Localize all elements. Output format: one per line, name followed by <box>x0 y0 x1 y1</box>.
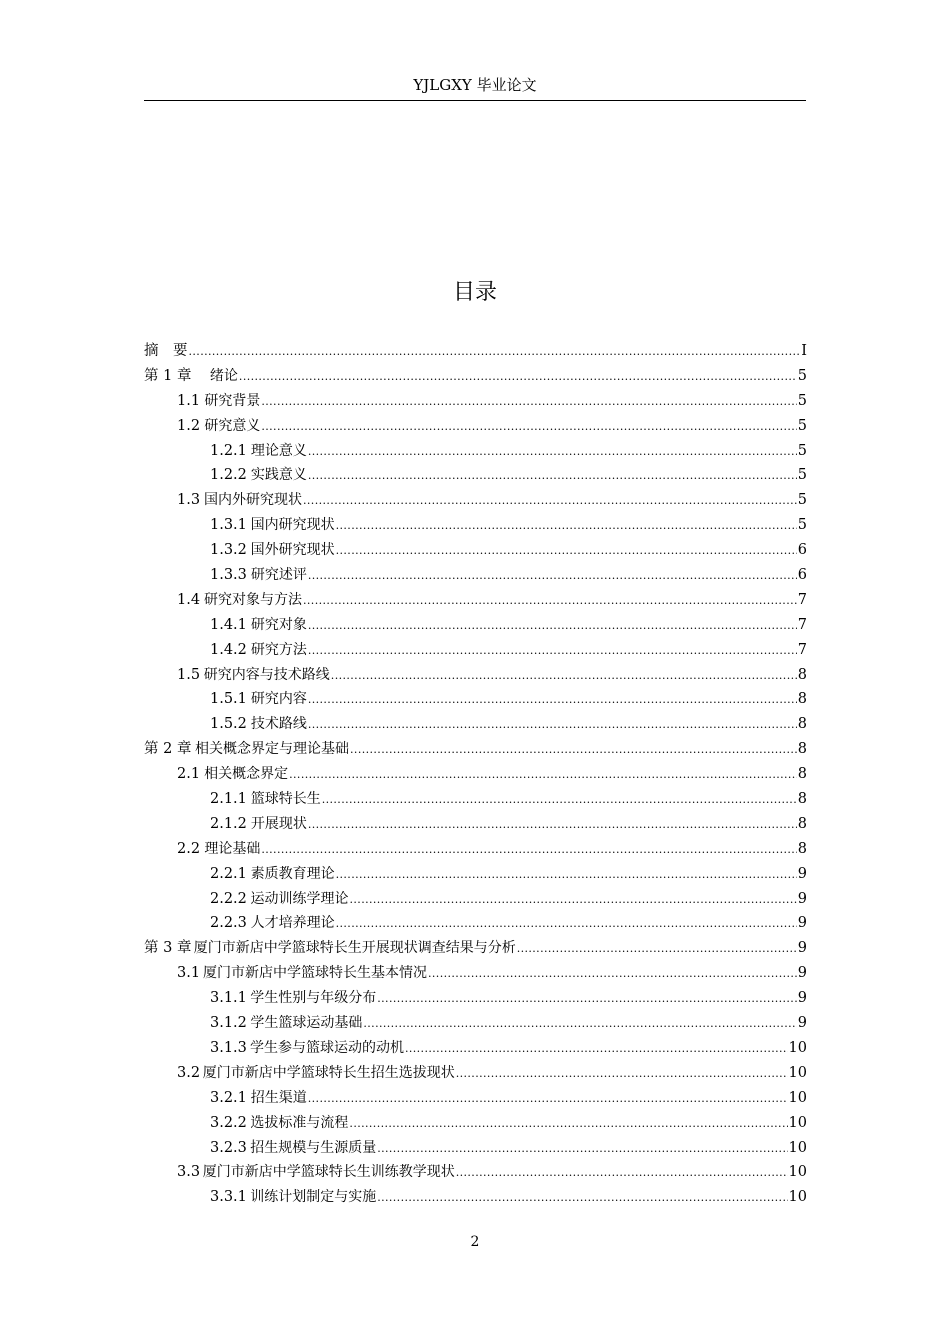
toc-entry-label: 选拔标准与流程 <box>250 1114 349 1131</box>
toc-entry-page: 10 <box>788 1064 807 1081</box>
toc-dot-leader <box>349 1112 787 1137</box>
toc-entry-number: 1.3.3 <box>210 567 247 584</box>
toc-title: 目录 <box>452 280 497 305</box>
toc-entry-number: 1.5.1 <box>210 691 247 708</box>
toc-dot-leader <box>308 440 797 465</box>
toc-entry-number: 3.1.3 <box>210 1039 247 1056</box>
toc-dot-leader <box>363 1012 796 1037</box>
toc-entry-number: 3.1 <box>177 965 201 982</box>
toc-entry-page: 9 <box>797 890 807 907</box>
toc-entry-number: 1.3 <box>177 492 201 509</box>
toc-entry-page: 5 <box>797 392 807 409</box>
toc-entry-number: 3.2 <box>177 1064 201 1081</box>
toc-entry-page: 5 <box>797 442 807 459</box>
toc-dot-leader <box>336 863 797 888</box>
toc-entry[interactable] <box>144 787 807 812</box>
toc-dot-leader <box>517 937 797 962</box>
toc-dot-leader <box>336 912 797 937</box>
toc-entry[interactable] <box>144 887 807 912</box>
header-rule <box>144 100 806 101</box>
toc-dot-leader <box>189 340 801 365</box>
toc-entry-number: 1.5 <box>177 666 201 683</box>
toc-entry-label: 学生参与篮球运动的动机 <box>249 1039 404 1056</box>
toc-dot-leader <box>308 813 797 838</box>
toc-entry[interactable] <box>144 439 807 464</box>
toc-dot-leader <box>261 415 796 440</box>
toc-entry-number: 3.2.1 <box>210 1089 247 1106</box>
toc-dot-leader <box>261 838 796 863</box>
toc-dot-leader <box>308 614 797 639</box>
toc-entry[interactable] <box>144 588 807 613</box>
toc-entry-number: 1.3.1 <box>210 517 247 534</box>
toc-entry-label: 研究意义 <box>204 417 261 434</box>
toc-entry-label: 技术路线 <box>250 716 307 733</box>
toc-entry-number: 2.2 <box>177 840 201 857</box>
toc-entry-number: 3.1.2 <box>210 1015 247 1032</box>
running-header: YJLGXY 毕业论文 <box>413 76 537 94</box>
toc-entry-label: 厦门市新店中学篮球特长生开展现状调查结果与分析 <box>193 940 516 957</box>
toc-entry[interactable] <box>144 1111 807 1136</box>
toc-entry-label: 国内外研究现状 <box>204 492 303 509</box>
toc-dot-leader <box>239 365 797 390</box>
toc-entry-page: 10 <box>788 1164 807 1181</box>
toc-entry-label: 实践意义 <box>250 467 307 484</box>
toc-entry-number: 2.2.3 <box>210 915 247 932</box>
toc-entry-page: 8 <box>797 691 807 708</box>
toc-entry-page: 7 <box>797 641 807 658</box>
toc-entry-label: 研究对象 <box>250 616 307 633</box>
toc-entry-label: 厦门市新店中学篮球特长生训练教学现状 <box>202 1164 455 1181</box>
toc-entry[interactable] <box>144 339 807 364</box>
toc-entry-page: 8 <box>797 716 807 733</box>
toc-dot-leader <box>322 788 797 813</box>
toc-entry-number: 2.2.2 <box>210 890 247 907</box>
toc-entry-page: 7 <box>797 591 807 608</box>
toc-entry-label: 理论基础 <box>204 840 261 857</box>
toc-entry-label: 厦门市新店中学篮球特长生招生选拔现状 <box>202 1064 455 1081</box>
toc-entry-label: 绪论 <box>195 367 238 384</box>
toc-dot-leader <box>456 1062 788 1087</box>
toc-entry-label: 开展现状 <box>250 815 307 832</box>
toc-entry[interactable] <box>144 389 807 414</box>
toc-entry-number: 2.2.1 <box>210 865 247 882</box>
toc-entry-page: 5 <box>797 417 807 434</box>
toc-entry-page: I <box>801 343 807 359</box>
toc-entry-number: 1.5.2 <box>210 716 247 733</box>
toc-entry[interactable] <box>144 563 807 588</box>
toc-dot-leader <box>350 888 797 913</box>
toc-dot-leader <box>405 1037 788 1062</box>
toc-entry-page: 5 <box>797 367 807 384</box>
toc-dot-leader <box>350 738 797 763</box>
toc-dot-leader <box>377 1186 787 1211</box>
toc-entry-number: 3.3.1 <box>210 1189 247 1206</box>
toc-entry[interactable] <box>144 762 807 787</box>
toc-entry-number: 1.4.2 <box>210 641 247 658</box>
toc-entry[interactable] <box>144 513 807 538</box>
toc-entry-number: 2.1 <box>177 766 201 783</box>
toc-entry-label: 研究背景 <box>204 392 261 409</box>
toc-entry-label: 国内研究现状 <box>250 517 335 534</box>
toc-entry[interactable] <box>144 687 807 712</box>
toc-entry-label: 相关概念界定与理论基础 <box>195 741 350 758</box>
toc-entry-number: 1.3.2 <box>210 542 247 559</box>
toc-entry-page: 9 <box>797 940 807 957</box>
toc-dot-leader <box>308 564 797 589</box>
table-of-contents <box>144 339 807 1210</box>
toc-entry[interactable] <box>144 911 807 936</box>
toc-entry[interactable] <box>144 638 807 663</box>
toc-entry[interactable] <box>144 961 807 986</box>
toc-entry-number: 1.4.1 <box>210 616 247 633</box>
toc-entry-label: 招生规模与生源质量 <box>250 1139 377 1156</box>
footer-page-number: 2 <box>470 1234 480 1250</box>
toc-entry[interactable] <box>144 986 807 1011</box>
toc-dot-leader <box>261 390 796 415</box>
toc-entry[interactable] <box>144 737 807 762</box>
toc-entry-label: 国外研究现状 <box>250 542 335 559</box>
toc-entry-number: 3.2.3 <box>210 1139 247 1156</box>
toc-entry-page: 7 <box>797 616 807 633</box>
toc-dot-leader <box>308 464 797 489</box>
toc-entry[interactable] <box>144 663 807 688</box>
toc-entry[interactable] <box>144 837 807 862</box>
toc-entry-label: 研究内容 <box>250 691 307 708</box>
toc-entry-label: 厦门市新店中学篮球特长生基本情况 <box>203 965 428 982</box>
toc-entry[interactable] <box>144 712 807 737</box>
toc-entry-page: 5 <box>797 517 807 534</box>
toc-entry-page: 8 <box>797 840 807 857</box>
toc-entry-page: 8 <box>797 791 807 808</box>
toc-entry[interactable] <box>144 1011 807 1036</box>
toc-entry-number: 第 2 章 <box>144 741 192 758</box>
toc-dot-leader <box>308 688 797 713</box>
toc-dot-leader <box>303 589 797 614</box>
toc-entry-page: 6 <box>797 542 807 559</box>
toc-entry-label: 训练计划制定与实施 <box>250 1189 377 1206</box>
toc-entry-page: 10 <box>788 1089 807 1106</box>
toc-entry-label: 素质教育理论 <box>250 865 335 882</box>
toc-entry-page: 10 <box>788 1039 807 1056</box>
toc-dot-leader <box>336 539 797 564</box>
toc-entry-page: 8 <box>797 815 807 832</box>
toc-dot-leader <box>428 962 797 987</box>
toc-entry[interactable] <box>144 488 807 513</box>
toc-entry[interactable] <box>144 414 807 439</box>
toc-entry-label: 人才培养理论 <box>250 915 335 932</box>
toc-dot-leader <box>303 489 797 514</box>
toc-entry-page: 9 <box>797 1015 807 1032</box>
toc-entry-number: 1.2.1 <box>210 442 247 459</box>
toc-entry-label: 研究对象与方法 <box>204 591 303 608</box>
toc-entry-label: 相关概念界定 <box>204 766 289 783</box>
toc-entry-page: 9 <box>797 865 807 882</box>
toc-entry-label: 理论意义 <box>250 442 307 459</box>
toc-entry-page: 8 <box>797 766 807 783</box>
toc-dot-leader <box>377 987 797 1012</box>
toc-entry-number: 第 1 章 <box>144 367 192 384</box>
toc-entry-number: 3.1.1 <box>210 990 247 1007</box>
toc-entry[interactable] <box>144 463 807 488</box>
toc-dot-leader <box>456 1161 788 1186</box>
toc-entry-number: 2.1.2 <box>210 815 247 832</box>
toc-entry-label: 研究述评 <box>250 567 307 584</box>
toc-entry-number: 1.2 <box>177 417 201 434</box>
toc-entry-page: 8 <box>797 666 807 683</box>
toc-dot-leader <box>336 514 797 539</box>
toc-entry[interactable] <box>144 1160 807 1185</box>
toc-entry[interactable] <box>144 613 807 638</box>
toc-dot-leader <box>308 1087 788 1112</box>
toc-entry-label: 招生渠道 <box>250 1089 307 1106</box>
toc-entry[interactable] <box>144 1185 807 1210</box>
toc-entry[interactable] <box>144 1061 807 1086</box>
toc-dot-leader <box>289 763 797 788</box>
toc-entry-number: 1.1 <box>177 392 201 409</box>
toc-entry-page: 8 <box>797 741 807 758</box>
toc-entry-label: 运动训练学理论 <box>250 890 349 907</box>
toc-dot-leader <box>377 1137 787 1162</box>
toc-entry[interactable] <box>144 812 807 837</box>
toc-entry-number: 第 3 章 <box>144 940 192 957</box>
toc-entry-label: 篮球特长生 <box>250 791 321 808</box>
toc-entry-number: 3.3 <box>177 1164 201 1181</box>
toc-entry-page: 10 <box>788 1139 807 1156</box>
toc-entry-number: 3.2.2 <box>210 1114 247 1131</box>
toc-entry-label: 研究内容与技术路线 <box>203 666 330 683</box>
toc-entry-number: 摘 要 <box>144 343 188 359</box>
toc-entry-number: 1.2.2 <box>210 467 247 484</box>
toc-entry-page: 5 <box>797 492 807 509</box>
toc-entry[interactable] <box>144 1136 807 1161</box>
toc-entry-number: 1.4 <box>177 591 201 608</box>
toc-dot-leader <box>308 639 797 664</box>
toc-entry-label: 研究方法 <box>250 641 307 658</box>
toc-entry[interactable] <box>144 364 807 389</box>
toc-entry-number: 2.1.1 <box>210 791 247 808</box>
toc-entry-label: 学生性别与年级分布 <box>250 990 377 1007</box>
toc-entry-page: 6 <box>797 567 807 584</box>
toc-dot-leader <box>331 664 797 689</box>
toc-entry[interactable] <box>144 538 807 563</box>
toc-entry[interactable] <box>144 862 807 887</box>
toc-entry-page: 5 <box>797 467 807 484</box>
toc-entry-page: 10 <box>788 1189 807 1206</box>
toc-entry-page: 10 <box>788 1114 807 1131</box>
toc-entry[interactable] <box>144 1086 807 1111</box>
toc-entry-page: 9 <box>797 990 807 1007</box>
toc-entry-label: 学生篮球运动基础 <box>250 1015 363 1032</box>
toc-entry[interactable] <box>144 936 807 961</box>
toc-dot-leader <box>308 713 797 738</box>
toc-entry-page: 9 <box>797 965 807 982</box>
toc-entry-page: 9 <box>797 915 807 932</box>
toc-entry[interactable] <box>144 1036 807 1061</box>
